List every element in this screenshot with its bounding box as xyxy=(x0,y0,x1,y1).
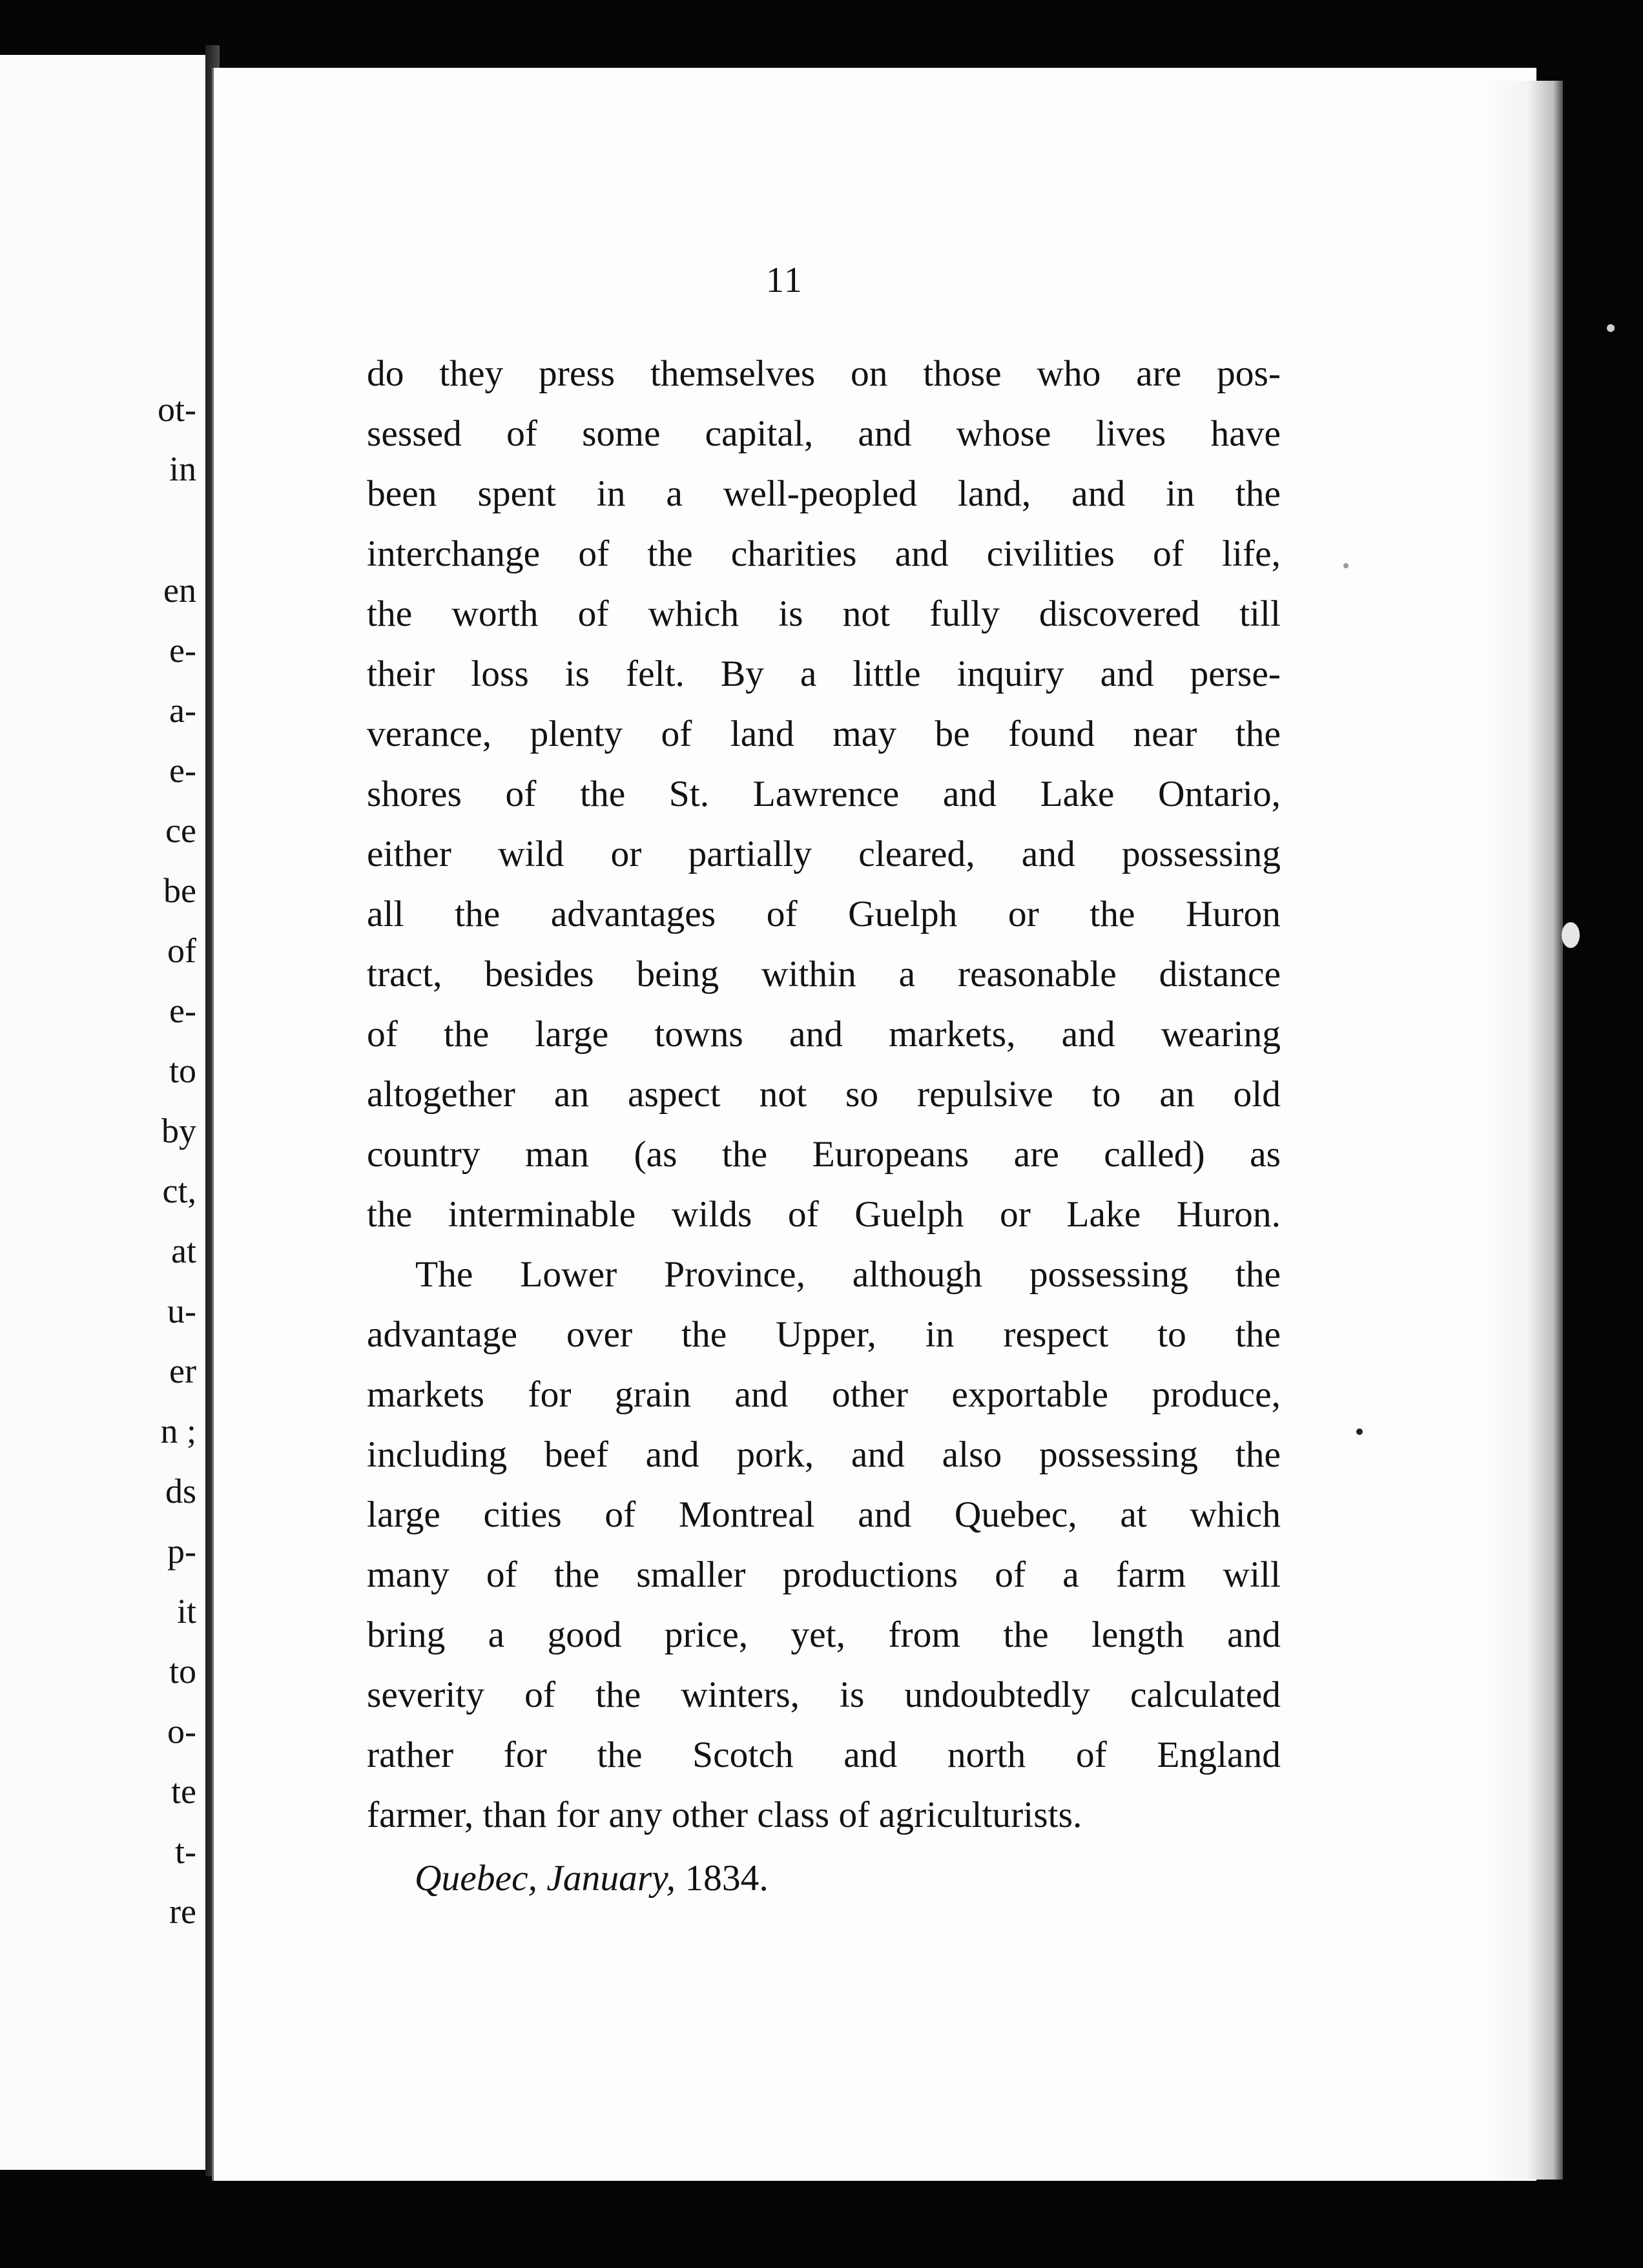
facing-page-word: o- xyxy=(167,1712,196,1751)
facing-page-word: n ; xyxy=(160,1412,196,1450)
text-line: rather for the Scotch and north of England xyxy=(367,1735,1281,1775)
facing-page-word: er xyxy=(169,1352,196,1390)
facing-page-word: it xyxy=(176,1592,196,1631)
facing-page-word: at xyxy=(171,1232,196,1270)
facing-page-word: te xyxy=(171,1772,196,1811)
text-line: all the advantages of Guelph or the Huron xyxy=(367,894,1281,934)
facing-page-word: to xyxy=(169,1652,196,1691)
text-line: country man (as the Europeans are called) as xyxy=(367,1134,1281,1175)
text-line: do they press themselves on those who are pos- xyxy=(367,353,1281,394)
signoff-place-date: Quebec, January, xyxy=(415,1858,676,1899)
signoff-dateline xyxy=(415,1848,769,1908)
dust-speck xyxy=(1607,324,1615,332)
facing-page-word: u- xyxy=(167,1292,196,1330)
facing-page-word: re xyxy=(169,1892,196,1931)
facing-page-word: ds xyxy=(165,1472,196,1510)
facing-page-word: en xyxy=(163,571,196,610)
facing-page-word: ce xyxy=(165,811,196,850)
text-line: verance, plenty of land may be found near the xyxy=(367,714,1281,754)
facing-page-word: in xyxy=(169,449,196,488)
text-line: the worth of which is not fully discovered till xyxy=(367,593,1281,634)
text-line: severity of the winters, is undoubtedly calculated xyxy=(367,1675,1281,1715)
text-line: been spent in a well-peopled land, and in the xyxy=(367,473,1281,514)
facing-page-word: ct, xyxy=(162,1171,196,1210)
dust-speck xyxy=(1356,1428,1363,1435)
text-line: interchange of the charities and civilities of life, xyxy=(367,533,1281,574)
facing-page-fragment xyxy=(0,55,208,2170)
text-line: including beef and pork, and also possessing the xyxy=(367,1434,1281,1475)
facing-page-word: e- xyxy=(169,991,196,1030)
text-line: farmer, than for any other class of agriculturists. xyxy=(367,1795,1082,1835)
text-line: advantage over the Upper, in respect to the xyxy=(367,1314,1281,1355)
facing-page-word: e- xyxy=(169,631,196,670)
text-line: of the large towns and markets, and wearing xyxy=(367,1014,1281,1055)
text-line: sessed of some capital, and whose lives have xyxy=(367,413,1281,454)
facing-page-word: by xyxy=(161,1111,196,1150)
body-text xyxy=(367,344,1281,1845)
facing-page-word: be xyxy=(163,871,196,910)
text-line: bring a good price, yet, from the length and xyxy=(367,1614,1281,1655)
facing-page-word: of xyxy=(167,931,196,970)
text-line: The Lower Province, although possessing the xyxy=(415,1254,1281,1295)
text-line: markets for grain and other exportable produce, xyxy=(367,1374,1281,1415)
text-line: many of the smaller productions of a farm will xyxy=(367,1554,1281,1595)
text-line: either wild or partially cleared, and possessing xyxy=(367,834,1281,874)
text-line: the interminable wilds of Guelph or Lake Huron. xyxy=(367,1194,1281,1235)
text-line: large cities of Montreal and Quebec, at which xyxy=(367,1494,1281,1535)
text-line: altogether an aspect not so repulsive to an old xyxy=(367,1074,1281,1115)
facing-page-word: e- xyxy=(169,751,196,790)
dust-speck xyxy=(1562,922,1580,948)
text-line: their loss is felt. By a little inquiry and perse- xyxy=(367,654,1281,694)
text-line: tract, besides being within a reasonable distance xyxy=(367,954,1281,995)
facing-page-word: t- xyxy=(175,1832,196,1871)
text-line: shores of the St. Lawrence and Lake Ontario, xyxy=(367,774,1281,814)
signoff-year: 1834. xyxy=(685,1858,769,1899)
facing-page-word: to xyxy=(169,1051,196,1090)
page-edge-shadow xyxy=(1485,81,1563,2180)
page-number: 11 xyxy=(766,260,803,300)
facing-page-word: p- xyxy=(167,1532,196,1571)
dust-speck xyxy=(1343,563,1348,568)
facing-page-word: a- xyxy=(169,691,196,730)
facing-page-word: ot- xyxy=(158,390,196,429)
